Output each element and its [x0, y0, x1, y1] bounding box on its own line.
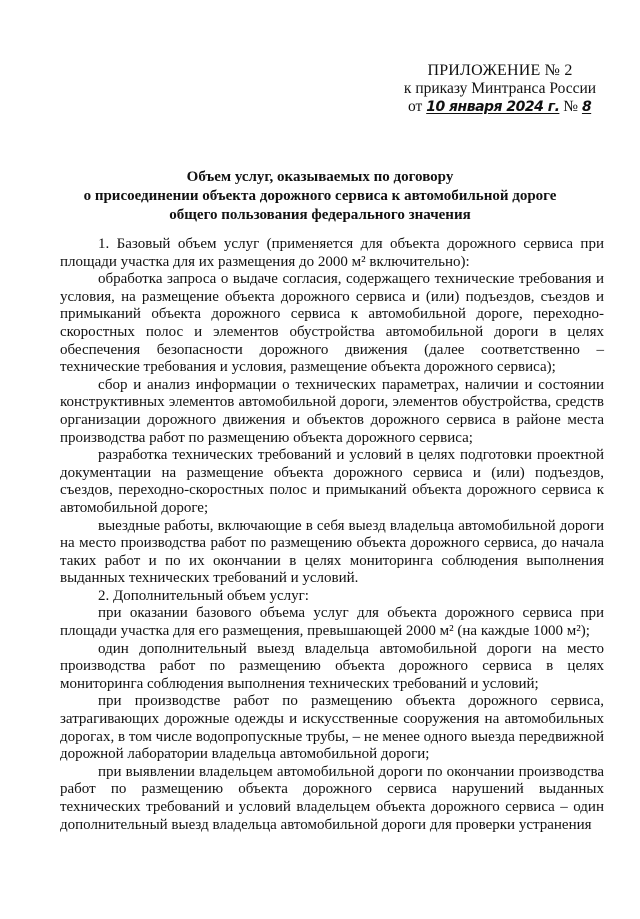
- document-body: [60, 236, 604, 834]
- title-line-2: о присоединении объекта дорожного сервиса к автомобильной дороге: [83, 188, 557, 204]
- paragraph-basic-scope: 1. Базовый объем услуг (применяется для объекта дорожного сервиса при площади участка для их размещения до 2000 м² включительно):: [60, 236, 604, 270]
- appendix-title: ПРИЛОЖЕНИЕ № 2: [427, 62, 573, 79]
- paragraph-large-area: при оказании базового объема услуг для объекта дорожного сервиса при площади участка для его размещения, превышающей 2000 м² (на каждые 1000 м²);: [60, 605, 604, 640]
- number-prefix: №: [563, 98, 579, 115]
- paragraph-extra-visit: один дополнительный выезд владельца автомобильной дороги на место производства работ по размещению объекта дорожного сервиса в целях мониторинга соблюдения выполнения технических требований и условий;: [60, 640, 604, 692]
- handwritten-number: 8: [581, 99, 592, 115]
- appendix-header: [400, 62, 600, 116]
- order-reference: к приказу Минтранса России: [403, 80, 597, 97]
- paragraph-road-laboratory: при производстве работ по размещению объекта дорожного сервиса, затрагивающих дорожные одежды и искусственные сооружения на автомобильных дорогах, в том числе водопропускные трубы, – не менее одного выезда передвижной дорожной лаборатории владельца автомобильной дороги;: [60, 693, 604, 763]
- title-line-3: общего пользования федерального значения: [169, 207, 471, 223]
- paragraph-data-collection: сбор и анализ информации о технических параметрах, наличии и состоянии конструктивных элементов автомобильной дороги, элементов обустройства, средств организации дорожного движения и объектов дорожного сервиса в районе места производства работ по размещению объекта дорожного сервиса;: [60, 376, 604, 446]
- handwritten-date: 10 января 2024 г.: [426, 99, 560, 115]
- document-title: [40, 168, 600, 225]
- paragraph-violations: при выявлении владельцем автомобильной дороги по окончании производства работ по размещению объекта дорожного сервиса нарушений выданных технических требований и условий владельцем объекта дорожного сервиса – один дополнительный выезд владельца автомобильной дороги для проверки устранения: [60, 763, 604, 833]
- paragraph-field-work: выездные работы, включающие в себя выезд владельца автомобильной дороги на место производства работ по размещению объекта дорожного сервиса, до начала таких работ и по их окончании в целях мониторинга соблюдения выполнения выданных технических требований и условий.: [60, 517, 604, 587]
- order-date-line: [400, 98, 600, 116]
- date-prefix: от: [408, 98, 423, 115]
- paragraph-requirements-development: разработка технических требований и условий в целях подготовки проектной документации на размещение объекта дорожного сервиса и (или) подъездов, съездов, переходно-скоростных полос и примыканий объекта дорожного сервиса к автомобильной дороге;: [60, 447, 604, 516]
- title-line-1: Объем услуг, оказываемых по договору: [186, 169, 454, 185]
- paragraph-request-processing: обработка запроса о выдаче согласия, содержащего технические требования и условия, на размещение объекта дорожного сервиса и (или) подъездов, съездов и примыканий объекта дорожного сервиса к автомобильной дороге, переходно-скоростных полос и элементов обустройства автомобильной дороги в целях обеспечения безопасности дорожного движения (далее соответственно – технические требования и условия, размещение объекта дорожного сервиса);: [60, 271, 604, 376]
- paragraph-additional-scope: 2. Дополнительный объем услуг:: [98, 587, 309, 604]
